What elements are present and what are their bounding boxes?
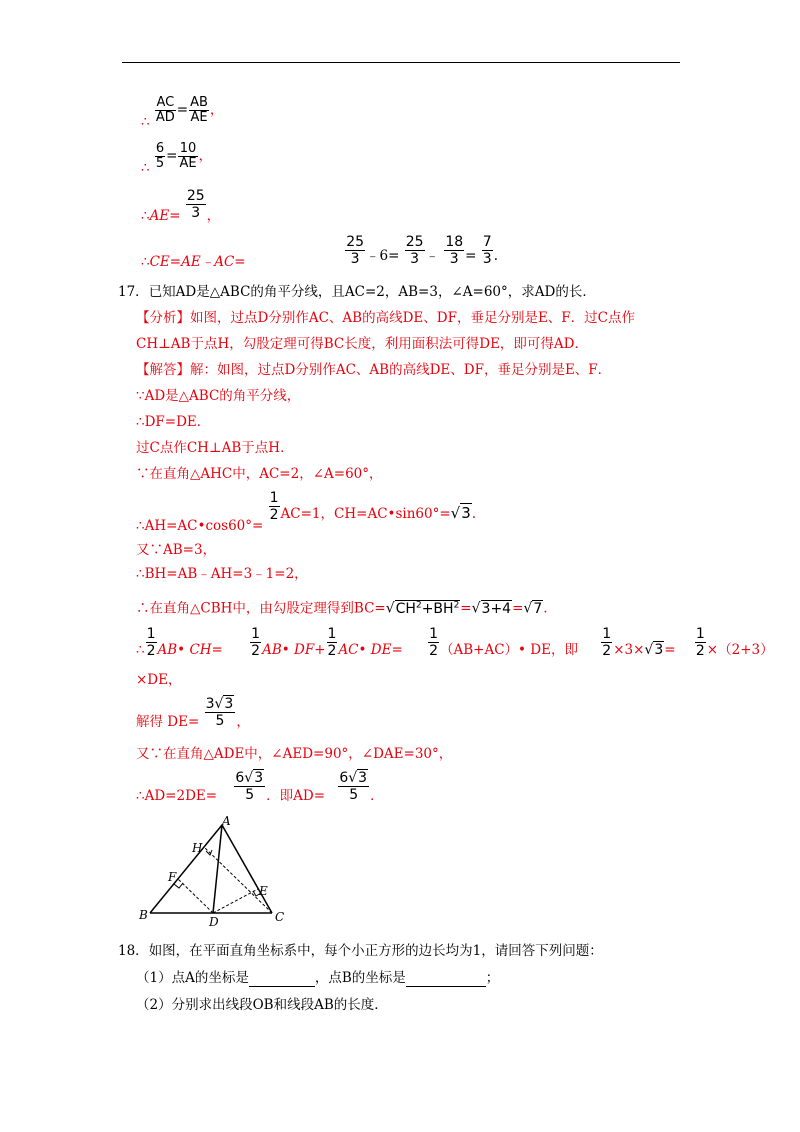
solution-line-4: ∵在直角△AHC中，AC=2，∠A=60°，: [136, 466, 383, 482]
label-a: A: [222, 815, 231, 828]
fraction-25-3-a: $\frac{25}{3}$: [346, 234, 365, 267]
sqrt-3: √3: [450, 504, 471, 522]
fraction-3sqrt3-5: $\frac{3√3}{5}$: [205, 696, 234, 729]
segment-de: [213, 889, 258, 913]
question-number: 18．: [118, 943, 149, 959]
question-18-part-2: （2）分别求出线段OB和线段AB的长度．: [136, 997, 388, 1013]
fraction-6sqrt3-5-a: $\frac{6√3}{5}$: [235, 770, 264, 803]
solution-line-13: ∴AD=2DE= $\frac{6√3}{5}$ ．即AD= $\frac{6√3}{5}$ ．: [136, 770, 384, 804]
fraction-1-2: $\frac{1}{2}$: [269, 490, 279, 523]
label-f: F: [168, 870, 177, 884]
label-e: E: [259, 884, 268, 898]
fraction-ac-ad: $\frac{AC}{AD}$: [155, 95, 175, 125]
fraction-10-ae: $\frac{10}{AE}$: [179, 141, 197, 171]
solution-line-7: ∴BH=AB﹣AH=3﹣1=2，: [136, 566, 308, 582]
solution-line-11: 解得 DE= $\frac{3√3}{5}$ ，: [136, 696, 250, 730]
fraction-18-3: $\frac{18}{3}$: [445, 234, 464, 267]
step-substitute-line: ∴ $\frac{6}{5}$ = $\frac{10}{AE}$ ，: [141, 141, 213, 176]
solution-line-9: ∴ $\frac{1}{2}$ AB• CH= $\frac{1}{2}$ AB• DF+ $\frac{1}{2}$ AC• DE= $\frac{1}{2}$ （AB+AC）• DE，即 $\frac{1}{2}$ ×3×√3= $\frac{1}{2}$ ×（2+3）: [136, 626, 774, 659]
fraction-ab-ae: $\frac{AB}{AE}$: [190, 95, 208, 125]
solution-line-12: 又∵在直角△ADE中，∠AED=90°，∠DAE=30°，: [136, 746, 453, 762]
sqrt-7: √7: [523, 600, 543, 617]
question-number: 17．: [118, 284, 149, 300]
label-d: D: [209, 915, 219, 927]
segment-df: [178, 879, 213, 913]
label-c: C: [275, 910, 285, 924]
sqrt-ch2-bh2: $√CH^2+BH^2$: [385, 600, 460, 617]
solution-line-6: 又∵AB=3，: [136, 542, 217, 558]
analysis-tag: 【分析】: [136, 310, 190, 326]
side-ac: [222, 825, 272, 913]
side-ab: [150, 825, 222, 913]
question-17: [118, 283, 596, 301]
fraction-7-3: $\frac{7}{3}$: [482, 234, 492, 267]
label-h: H: [192, 841, 203, 855]
solution-line-5: ∴AH=AC•cos60°= $\frac{1}{2}$ AC=1，CH=AC•sin60°=√3.: [136, 490, 477, 534]
analysis-line-2: CH⊥AB于点H，勾股定理可得BC长度，利用面积法可得DE，即可得AD．: [136, 336, 588, 352]
step-ratio-line: ∴ $\frac{AC}{AD}$ = $\frac{AB}{AE}$ ，: [141, 95, 224, 130]
answer-tag: 【解答】: [136, 362, 190, 378]
analysis-line-1: 【分析】如图，过点D分别作AC、AB的高线DE、DF，垂足分别是E、F．过C点作: [136, 310, 635, 326]
bisector-ad: [213, 825, 222, 913]
label-b: B: [139, 908, 148, 922]
therefore-symbol: ∴: [141, 114, 150, 130]
solution-line-3: 过C点作CH⊥AB于点H．: [136, 440, 294, 456]
answer-line: 【解答】解：如图，过点D分别作AC、AB的高线DE、DF，垂足分别是E、F．: [136, 362, 612, 378]
header-rule: [122, 62, 680, 63]
answer-blank-a[interactable]: [249, 972, 315, 987]
sqrt-3-plus-4: √3+4: [471, 600, 512, 617]
solution-line-1: ∵AD是△ABC的角平分线，: [136, 388, 301, 404]
question-18-part-1: （1）点A的坐标是 ，点B的坐标是 ；: [136, 970, 500, 986]
fraction-6sqrt3-5-b: $\frac{6√3}{5}$: [339, 770, 368, 803]
solution-line-10: ×DE，: [136, 672, 182, 688]
question-text: 已知AD是△ABC的角平分线，且AC=2，AB=3，∠A=60°，求AD的长．: [148, 284, 596, 300]
fraction-25-3-b: $\frac{25}{3}$: [405, 234, 424, 267]
fraction-25-3: $\frac{25}{3}$: [186, 188, 205, 221]
fraction-6-5: $\frac{6}{5}$: [155, 141, 165, 171]
triangle-figure: [130, 815, 300, 927]
question-text: 如图，在平面直角坐标系中，每个小正方形的边长均为1，请回答下列问题：: [148, 943, 603, 959]
solution-line-8: ∴在直角△CBH中，由勾股定理得到$BC=√CH^2+BH^2=√3+4=√7$.: [136, 600, 548, 617]
answer-blank-b[interactable]: [406, 972, 486, 987]
step-ce-line: ∴CE=AE﹣AC= $\frac{25}{3}$ ﹣6= $\frac{25}{3}$ ﹣ $\frac{18}{3}$ = $\frac{7}{3}$ .: [141, 234, 498, 270]
solution-line-2: ∴DF=DE．: [136, 414, 211, 430]
question-18: [118, 942, 603, 960]
step-ae-line: ∴AE= $\frac{25}{3}$ ，: [141, 188, 221, 224]
